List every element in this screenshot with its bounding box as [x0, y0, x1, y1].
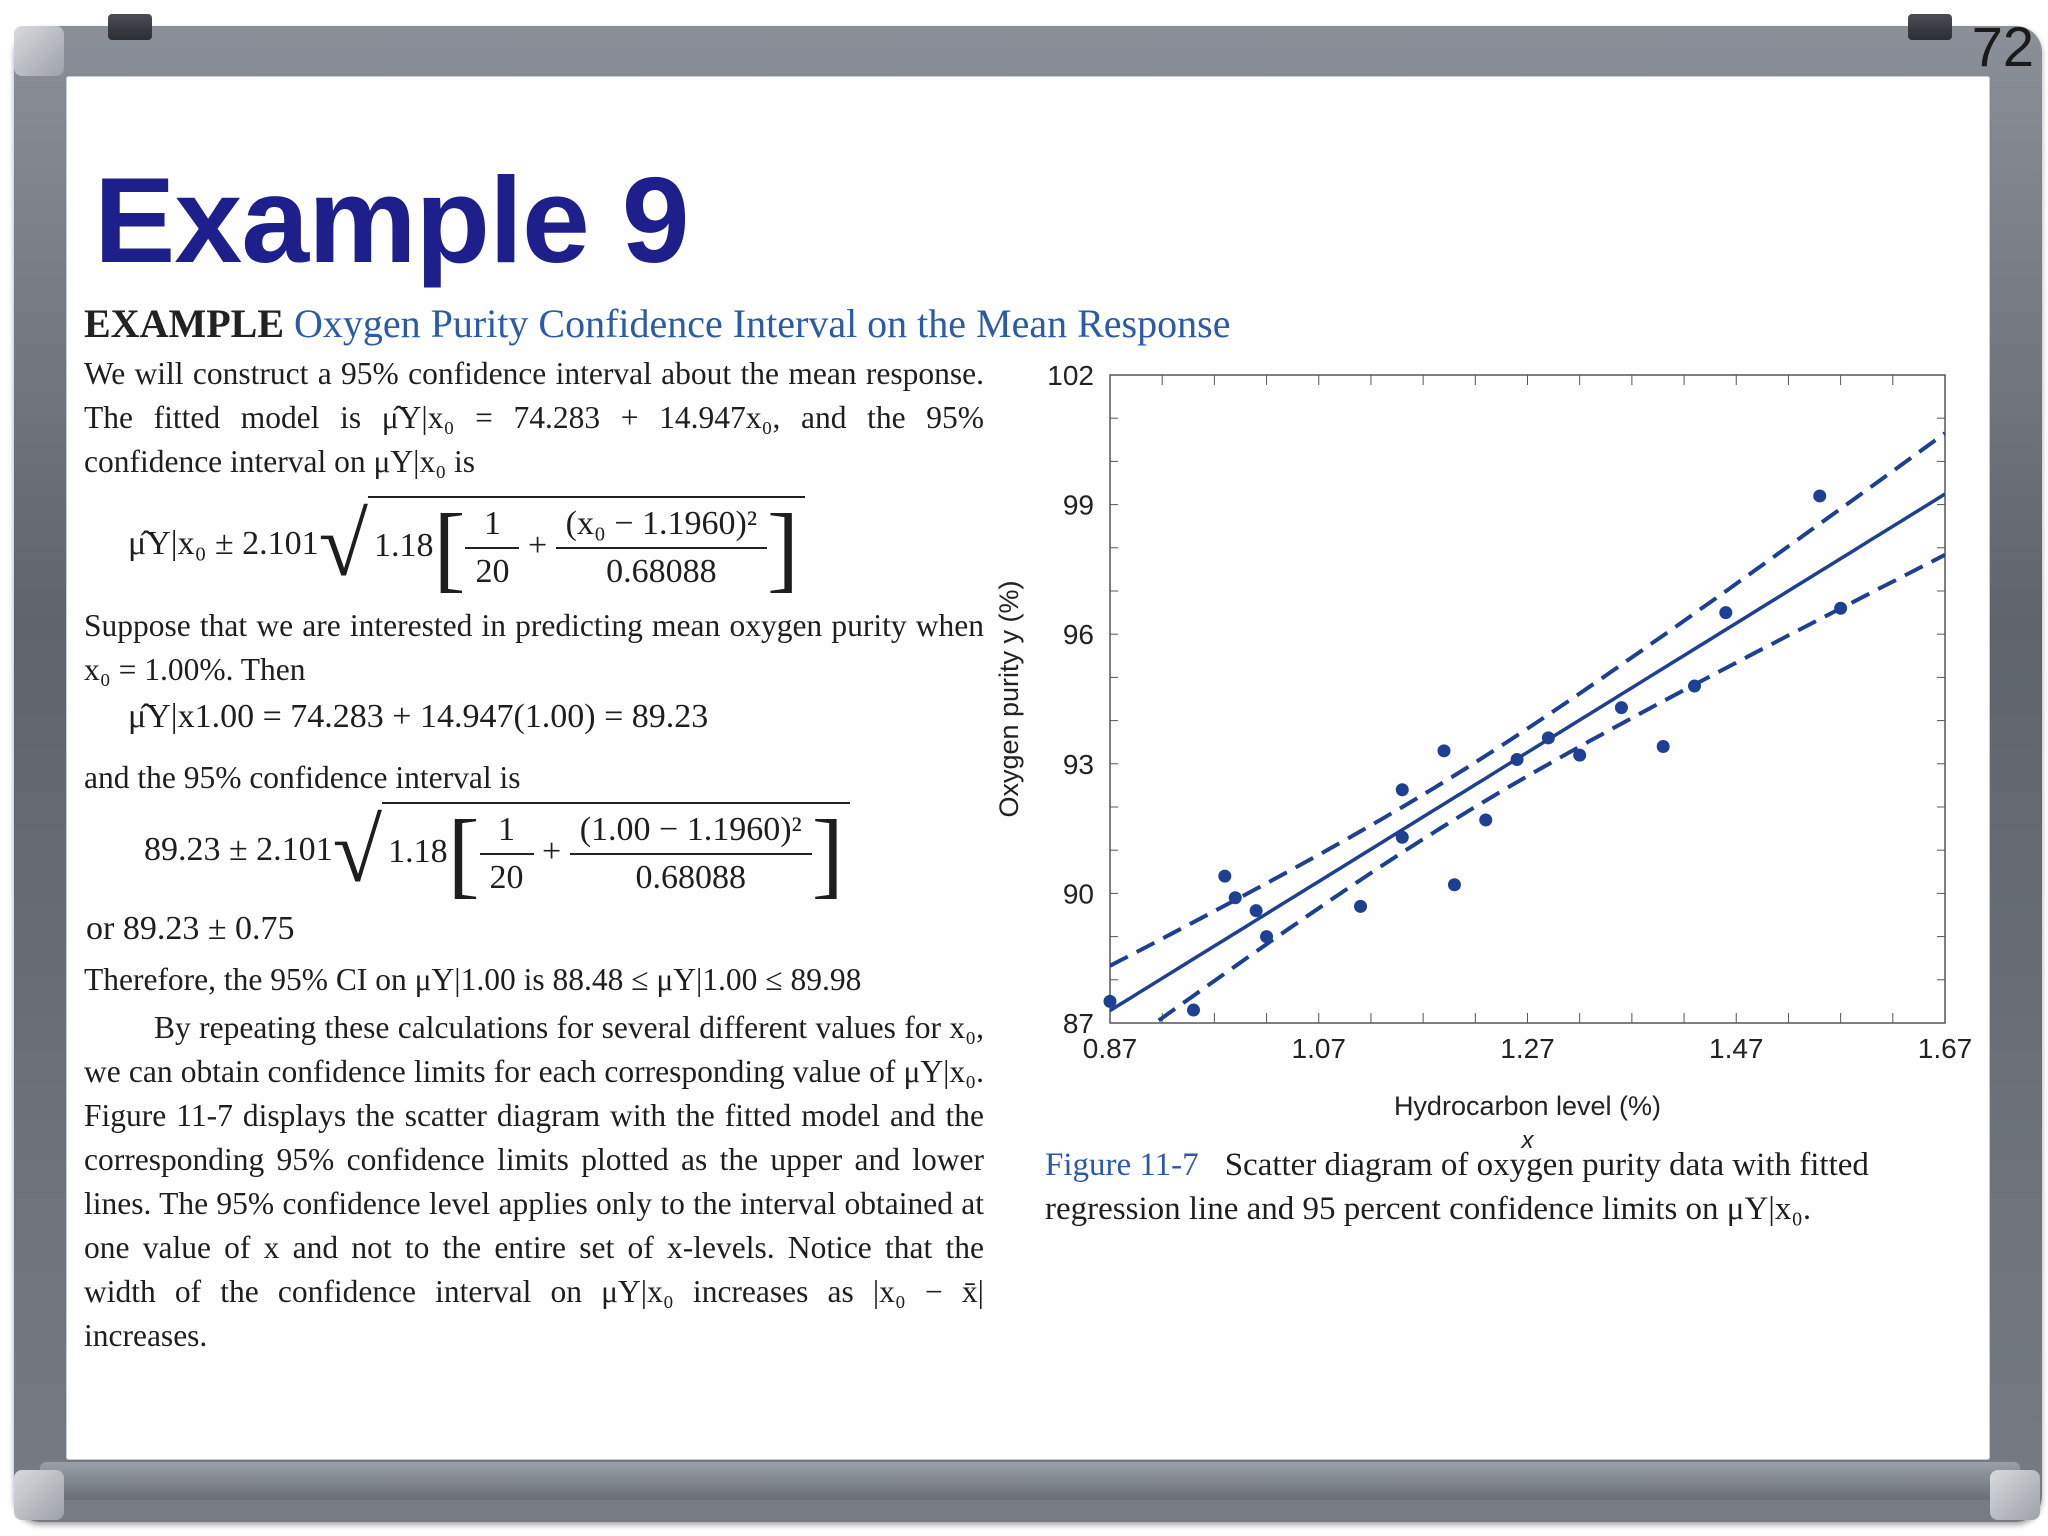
- paragraph-therefore: Therefore, the 95% CI on μY|1.00 is 88.48 ≤ μY|1.00 ≤ 89.98: [84, 962, 862, 997]
- figure-label: Figure 11-7: [1045, 1147, 1199, 1183]
- data-point: [1396, 783, 1409, 796]
- data-point: [1448, 878, 1461, 891]
- slide-title: Example 9: [94, 152, 689, 288]
- data-point: [1719, 606, 1732, 619]
- x-axis-label: Hydrocarbon level (%): [1393, 1091, 1662, 1121]
- scatter-chart: [994, 360, 2000, 1154]
- bracket-left-2: [: [447, 800, 480, 907]
- sqrt-symbol-2: √: [332, 802, 383, 901]
- eq3-frac2-den: 0.68088: [635, 859, 746, 896]
- eq1-frac2-den: 0.68088: [606, 553, 717, 590]
- equation-ci-specific: [144, 800, 850, 907]
- data-point: [1542, 731, 1555, 744]
- eq3-radicand: 1.18[ $\frac{1}{20}$ + $\frac{\text{(1.00 − 1.1960)²}}{0.68088}$ ]: [382, 802, 850, 902]
- x-tick-label: 1.27: [1500, 1033, 1555, 1064]
- lower-confidence-limit: [1110, 555, 1945, 1056]
- eq1-radicand: 1.18[ $\frac{1}{20}$ + $\frac{\text{(x₀ − 1.1960)²}}{0.68088}$ ]: [368, 496, 805, 596]
- example-heading: [84, 300, 1230, 347]
- whiteboard-tray: [40, 1462, 2020, 1500]
- sqrt-symbol: √: [318, 496, 369, 595]
- data-point: [1354, 900, 1367, 913]
- example-title: Oxygen Purity Confidence Interval on the Mean Response: [294, 301, 1231, 346]
- eq1-frac1-num: 1: [465, 501, 519, 549]
- bracket-left: [: [433, 494, 466, 601]
- frame-corner-top-left: [14, 26, 64, 76]
- equation-mean-estimate: μ̂Y|x1.00 = 74.283 + 14.947(1.00) = 89.23: [128, 698, 709, 735]
- data-point: [1573, 749, 1586, 762]
- bracket-right-2: ]: [811, 800, 844, 907]
- x-tick-label: 1.07: [1291, 1033, 1346, 1064]
- y-tick-label: 99: [1062, 489, 1094, 521]
- data-point: [1813, 489, 1826, 502]
- x-tick-label: 1.47: [1709, 1033, 1764, 1064]
- eq3-frac2: [570, 807, 812, 901]
- paragraph-ci-intro: and the 95% confidence interval is: [84, 760, 521, 795]
- eq1-frac1-den: 20: [475, 553, 510, 590]
- eq3-frac2-num: (1.00 − 1.1960)²: [570, 807, 812, 855]
- eq3-mse: 1.18: [388, 832, 448, 870]
- eq1-frac1: [465, 501, 519, 595]
- equation-ci-general: [128, 494, 805, 601]
- data-point: [1218, 870, 1231, 883]
- eq3-lhs: 89.23 ± 2.101: [144, 830, 333, 868]
- y-axis-label: Oxygen purity y (%): [994, 580, 1024, 818]
- equation-ci-result: or 89.23 ± 0.75: [86, 910, 295, 947]
- eq3-frac1-num: 1: [480, 807, 534, 855]
- data-point: [1479, 813, 1492, 826]
- page-number: 72: [1971, 15, 2034, 78]
- data-point: [1229, 891, 1242, 904]
- frame-corner-bottom-left: [14, 1470, 64, 1520]
- paragraph-repeating: By repeating these calculations for several different values for x₀, we can obtain confidence limits for each corresponding value of μY|x₀. Figure 11-7 displays the scatter diagram with the fitted model and the corresponding 95% confidence limits plotted as the upper and lower lines. The 95% confidence level applies only to the interval obtained at one value of x and not to the entire set of x-levels. Notice that the width of the confidence interval on μY|x₀ increases as |x₀ − x̄| increases.: [84, 1010, 984, 1353]
- data-point: [1396, 831, 1409, 844]
- eq3-frac1-den: 20: [489, 859, 524, 896]
- frame-clip-left: [108, 14, 152, 40]
- eq3-frac1: [480, 807, 534, 901]
- bracket-right: ]: [767, 494, 800, 601]
- data-point: [1615, 701, 1628, 714]
- example-label: EXAMPLE: [84, 301, 284, 346]
- y-tick-label: 90: [1062, 878, 1094, 910]
- x-tick-label: 0.87: [1082, 1033, 1138, 1064]
- frame-corner-bottom-right: [1990, 1470, 2040, 1520]
- x-axis-sublabel: x: [1521, 1127, 1534, 1154]
- y-tick-label: 96: [1062, 619, 1094, 651]
- data-point: [1438, 744, 1451, 757]
- fitted-regression-line: [1110, 494, 1945, 1011]
- figure-caption-text: Scatter diagram of oxygen purity data with fitted regression line and 95 percent confidence limits on μY|x₀.: [1045, 1147, 1869, 1227]
- x-tick-label: 1.67: [1917, 1033, 1973, 1064]
- data-point: [1511, 753, 1524, 766]
- eq1-mse: 1.18: [374, 526, 434, 564]
- eq1-frac2: [556, 501, 767, 595]
- data-point: [1834, 602, 1847, 615]
- data-point: [1688, 680, 1701, 693]
- figure-caption: [1045, 1143, 1975, 1231]
- data-point: [1260, 930, 1273, 943]
- paragraph-suppose: Suppose that we are interested in predicting mean oxygen purity when x₀ = 1.00%. Then: [84, 608, 984, 687]
- data-point: [1187, 1004, 1200, 1017]
- y-tick-label: 87: [1062, 1008, 1094, 1039]
- eq1-lhs: μ̂Y|x₀ ± 2.101: [128, 524, 319, 562]
- data-point: [1104, 995, 1117, 1008]
- data-point: [1250, 904, 1263, 917]
- eq1-frac2-num: (x₀ − 1.1960)²: [556, 501, 767, 549]
- y-tick-label: 93: [1062, 748, 1094, 780]
- frame-clip-right: [1908, 14, 1952, 40]
- upper-confidence-limit: [1110, 433, 1945, 966]
- plot-frame: [1110, 375, 1945, 1023]
- data-point: [1657, 740, 1670, 753]
- y-tick-label: 102: [1047, 360, 1094, 391]
- paragraph-intro: We will construct a 95% confidence interval about the mean response. The fitted model is μ̂Y|x₀ = 74.283 + 14.947x₀, and the 95% confidence interval on μY|x₀ is: [84, 356, 984, 479]
